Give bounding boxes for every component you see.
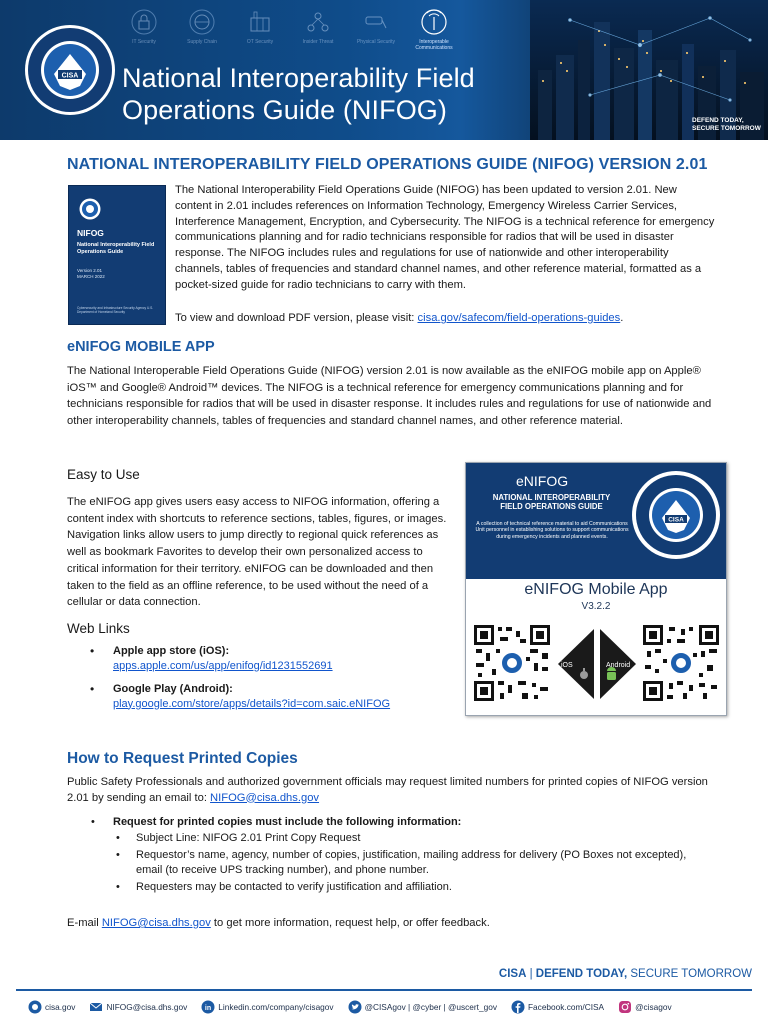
list-item: • Google Play (Android): play.google.com/store/apps/details?id=com.saic.eNIFOG	[90, 682, 450, 711]
download-paragraph: To view and download PDF version, please visit: cisa.gov/safecom/field-operations-guides.	[175, 312, 624, 324]
category-physical-security: Physical Security	[347, 0, 405, 60]
padlock-icon	[130, 8, 158, 36]
cisa-logo-icon	[28, 1000, 42, 1014]
easy-to-use-heading: Easy to Use	[67, 467, 140, 482]
banner-title: National Interoperability Field Operations Guide (NIFOG)	[122, 63, 475, 125]
globe-icon	[188, 8, 216, 36]
google-play-link[interactable]: play.google.com/store/apps/details?id=com.saic.eNIFOG	[113, 697, 391, 710]
category-ot-security: OT Security	[231, 0, 289, 60]
request-requirements-list	[91, 815, 711, 897]
list-item: • Request for printed copies must include the following information: • Subject Line: NIFOG 2.01 Print Copy Request • Requestor’s name, agency, number of copies, justification, mailing address for delivery (PO Boxes not excepted), email (to receive UPS tracking number), and phone number. • Requesters may be contacted to verify justification and affiliation.	[91, 815, 711, 896]
instagram-icon	[618, 1000, 632, 1014]
email-icon	[89, 1000, 103, 1014]
web-links-list	[90, 644, 450, 720]
svg-text:CISA: CISA	[668, 516, 684, 524]
list-item: • Requesters may be contacted to verify justification and affiliation.	[113, 880, 711, 896]
footer-tagline: CISA | DEFEND TODAY, SECURE TOMORROW	[498, 968, 752, 980]
footer-linkedin[interactable]: in Linkedin.com/company/cisagov	[201, 1000, 333, 1014]
web-links-heading: Web Links	[67, 621, 130, 636]
enifog-app-card: eNIFOG NATIONAL INTEROPERABILITY FIELD OPERATIONS GUIDE A collection of technical reference material to aid Communications Unit personnel in establishing solutions to support communications during emergency incidents and planned events. CISA eNIFOG Mobile App V3.2.2 iOS Android	[465, 462, 727, 716]
nifog-cover-image: NIFOG National Interoperability Field Operations Guide Version 2.01 MARCH 2022 Cybersecurity and Infrastructure Security Agency U.S. Department of Homeland Security	[68, 185, 166, 325]
cover-seal-icon	[79, 198, 101, 220]
category-interoperable-communications: Interoperable Communications	[405, 0, 463, 60]
linkedin-icon	[201, 1000, 215, 1014]
cctv-icon	[362, 8, 390, 36]
feedback-email-link[interactable]: NIFOG@cisa.dhs.gov	[101, 917, 211, 929]
request-paragraph: Public Safety Professionals and authorized government officials may request limited numbers for printed copies of NIFOG version 2.01 by sending an email to: NIFOG@cisa.dhs.gov	[67, 776, 708, 804]
field-guides-link[interactable]: cisa.gov/safecom/field-operations-guides	[417, 312, 621, 324]
app-card-header: eNIFOG NATIONAL INTEROPERABILITY FIELD OPERATIONS GUIDE A collection of technical reference material to aid Communications Unit personnel in establishing solutions to support communications during emergency incidents and planned events. CISA	[466, 463, 726, 579]
page-heading: NATIONAL INTEROPERABILITY FIELD OPERATIONS GUIDE (NIFOG) VERSION 2.01	[67, 156, 708, 173]
cisa-seal-logo	[24, 24, 116, 116]
apple-store-link[interactable]: apps.apple.com/us/app/enifog/id1231552691	[113, 659, 333, 672]
app-paragraph: The National Interoperable Field Operations Guide (NIFOG) version 2.01 is now available as the eNIFOG mobile app on Apple® iOS™ and Google® Android™ devices. The NIFOG is a technical reference for emergency communications planning and for technicians responsible for radios that will be used in disaster response. It includes rules and regulations for use of nationwide and other interoperability channels, tables of frequencies and standard channel names, and other reference material.	[67, 365, 712, 427]
category-insider-threat: Insider Threat	[289, 0, 347, 60]
banner-tagline: DEFEND TODAY, SECURE TOMORROW	[692, 117, 761, 132]
category-it-security: IT Security	[115, 0, 173, 60]
footer-facebook[interactable]: Facebook.com/CISA	[511, 1000, 604, 1014]
footer-divider	[16, 989, 752, 991]
list-item: • Subject Line: NIFOG 2.01 Print Copy Request	[113, 831, 711, 847]
footer-website[interactable]: cisa.gov	[28, 1000, 75, 1014]
radio-tower-icon	[420, 8, 448, 36]
easy-to-use-paragraph: The eNIFOG app gives users easy access to NIFOG information, offering a content index with shortcuts to reference sections, tables, figures, or images. Navigation links allow users to jump directly to regional quick references as well as bookmark Favorites to develop their own personalized access to critical information for their territory. eNIFOG can be downloaded and then taken to the field as an offline reference, to be used without the need of a cellular or data connection.	[67, 496, 447, 609]
nifog-email-link[interactable]: NIFOG@cisa.dhs.gov	[210, 791, 320, 804]
category-strip	[115, 0, 530, 60]
footer-email[interactable]: NIFOG@cisa.dhs.gov	[89, 1000, 187, 1014]
category-supply-chain: Supply Chain	[173, 0, 231, 60]
network-icon	[304, 8, 332, 36]
footer-contact-bar	[28, 997, 758, 1017]
ios-qr-code[interactable]	[472, 623, 552, 703]
app-heading: eNIFOG MOBILE APP	[67, 339, 215, 355]
card-cisa-seal-icon	[631, 470, 721, 560]
android-qr-code[interactable]	[641, 623, 721, 703]
footer-instagram[interactable]: @cisagov	[618, 1000, 672, 1014]
list-item: • Apple app store (iOS): apps.apple.com/us/app/enifog/id1231552691	[90, 644, 450, 673]
facebook-icon	[511, 1000, 525, 1014]
request-subitems	[113, 831, 711, 896]
factory-icon	[246, 8, 274, 36]
svg-text:CISA: CISA	[61, 72, 79, 80]
footer-twitter[interactable]: @CISAgov | @cyber | @uscert_gov	[348, 1000, 497, 1014]
list-item: • Requestor’s name, agency, number of copies, justification, mailing address for delivery (PO Boxes not excepted), email (to receive UPS tracking number), and phone number.	[113, 848, 711, 879]
header-banner	[0, 0, 768, 140]
feedback-paragraph: E-mail NIFOG@cisa.dhs.gov to get more information, request help, or offer feedback.	[67, 917, 490, 929]
svg-text:in: in	[205, 1005, 212, 1012]
twitter-icon	[348, 1000, 362, 1014]
intro-paragraph: The National Interoperability Field Operations Guide (NIFOG) has been updated to version 2.01. New content in 2.01 includes references on Information Technology, Emergency Wireless Carrier Services, Interference Management, Encryption, and Cybersecurity. The NIFOG is a technical reference for emergency communications planning and for radio technicians responsible for radios that will be used in disaster response. The NIFOG includes rules and regulations for use of nationwide and other interoperability channels, tables of frequencies and standard channel names, and other reference material, formatted as a pocket-sized guide for radio technicians to carry with them.	[175, 184, 715, 291]
request-heading: How to Request Printed Copies	[67, 750, 298, 767]
